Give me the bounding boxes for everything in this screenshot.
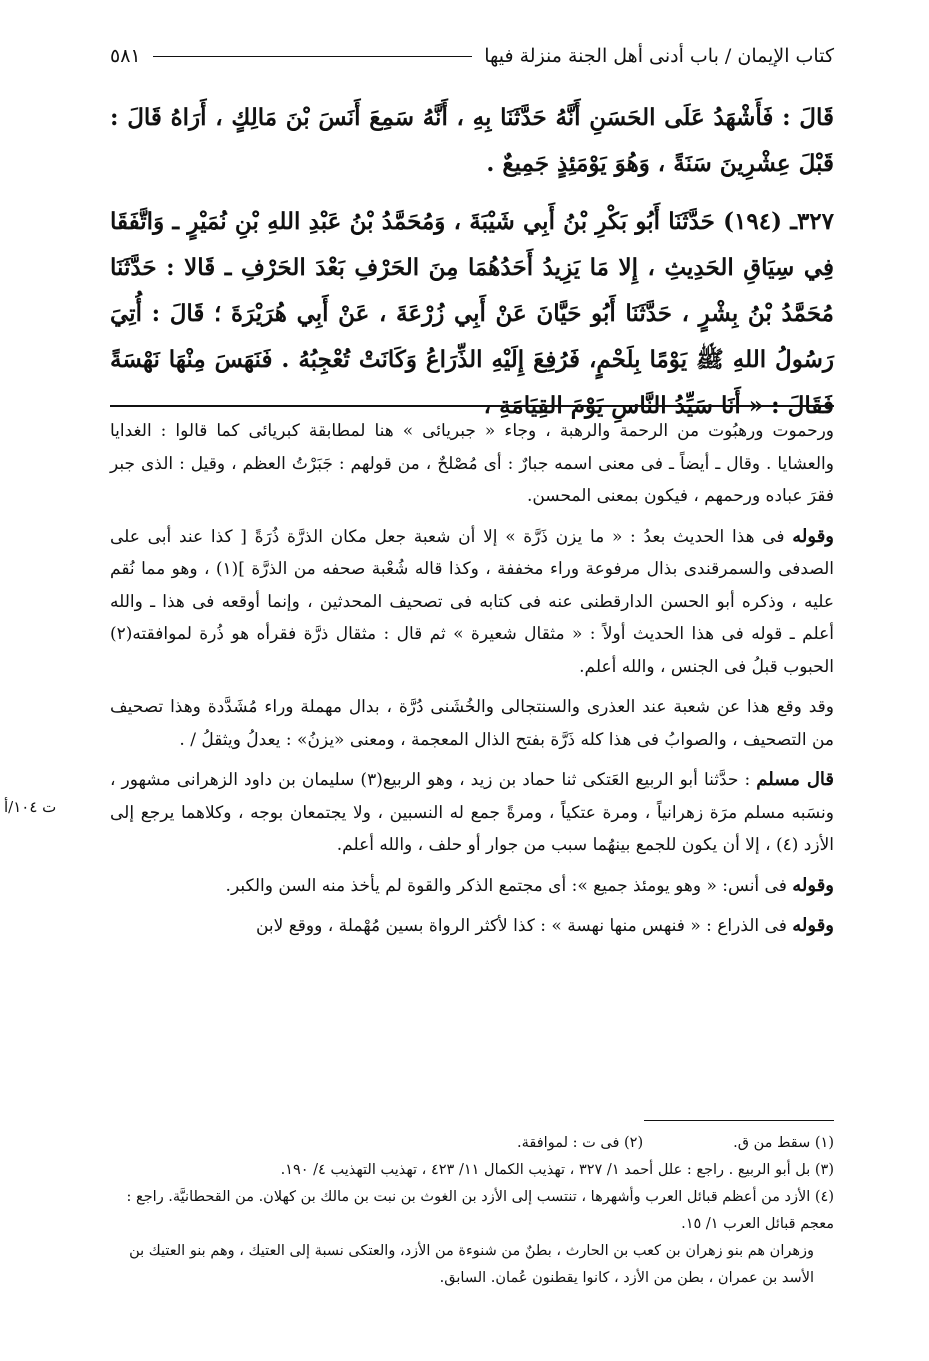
hadith-paragraph-2: ٣٢٧ـ (١٩٤) حَدَّثَنَا أَبُو بَكْرِ بْنُ أَبِي شَيْبَةَ ، وَمُحَمَّدُ بْنُ عَبْدِ اللهِ بْنِ نُمَيْرٍ ـ وَاتَّفَقَا فِي سِيَاقِ الحَدِيثِ ، إِلا مَا يَزِيدُ أَحَدُهُمَا مِنَ الحَرْفِ بَعْدَ الحَرْفِ ـ قَالا : حَدَّثَنَا مُحَمَّدُ بْنُ بِشْرٍ ، حَدَّثَنَا أَبُو حَيَّانَ عَنْ أَبِي زُرْعَةَ ، عَنْ أَبِي هُرَيْرَةَ ؛ قَالَ : أُتِيَ رَسُولُ اللهِ ﷺ يَوْمًا بِلَحْمٍ، فَرُفِعَ إِلَيْهِ الذِّرَاعُ وَكَانَتْ تُعْجِبُهُ . فَنَهَسَ مِنْهَا نَهْسَةً فَقَالَ : « أَنَا سَيِّدُ النَّاسِ يَوْمَ القِيَامَةِ ، bbox=[110, 208, 834, 419]
commentary-lead-6: وقوله bbox=[792, 915, 834, 936]
header-rule bbox=[153, 56, 473, 57]
footnote-2: (٢) فى ت : لموافقة. bbox=[517, 1135, 644, 1151]
manuscript-margin-note: ت ١٠٤/أ bbox=[4, 798, 57, 816]
hadith-text bbox=[110, 95, 834, 441]
running-title: كتاب الإيمان / باب أدنى أهل الجنة منزلة فيها bbox=[484, 45, 834, 67]
text-commentary-divider bbox=[110, 405, 834, 407]
commentary-paragraph-2 bbox=[110, 521, 834, 684]
page-header bbox=[110, 40, 834, 72]
commentary-paragraph-3 bbox=[110, 691, 834, 756]
commentary-paragraph-1 bbox=[110, 415, 834, 513]
page-number: ٥٨١ bbox=[110, 45, 141, 67]
commentary-text bbox=[110, 415, 834, 951]
hadith-paragraph-1: قَالَ : فَأَشْهَدُ عَلَى الحَسَنِ أَنَّهُ حَدَّثَنَا بِهِ ، أَنَّهُ سَمِعَ أَنَسَ بْنَ مَالِكٍ ، أَرَاهُ قَالَ : قَبْلَ عِشْرِينَ سَنَةً ، وَهُوَ يَوْمَئِذٍ جَمِيعٌ . bbox=[110, 104, 834, 177]
footnote-row-1-2 bbox=[110, 1130, 834, 1157]
commentary-text-2: فى هذا الحديث بعدُ : « ما يزن ذَرَّة » إلا أن شعبة جعل مكان الذرَّة ذُرَةً [ كذا عند أبى على الصدفى والسمرقندى بذال مرفوعة وراء مخففة ، وكذا قاله شُعْبة صحفه من الذرَّة ](١) ، وهو مما نُقم عليه ، وذكره أبو الحسن الدارقطنى عنه فى كتابه فى تصحيف المحدثين ، وإنما أوقعه فى هذا ـ والله أعلم ـ قوله فى هذا الحديث أولاً : « مثقال شعيرة » ثم قال : مثقال ذرَّة فقرأه هو ذُرة لموافقته(٢) الحبوب قبلُ فى الجنس ، والله أعلم. bbox=[110, 526, 834, 677]
commentary-text-4: : حدَّثنا أبو الربيع العَتكى ثنا حماد بن زيد ، وهو الربيع(٣) سليمان بن داود الزهرانى مشهور ، ونسَبه مسلم مرَة زهرانياً ، ومرة عتكياً ، ومرةً جمع له النسبين ، ولا يجتمعان بوجه ، وكلاهما يرجع إلى الأزد (٤) ، إلا أن يكون للجمع بينهُما سبب من جوار أو حلف ، والله أعلم. bbox=[110, 770, 834, 855]
commentary-paragraph-6 bbox=[110, 910, 834, 943]
footnote-1: (١) سقط من ق. bbox=[733, 1135, 834, 1151]
commentary-text-3: وقد وقع هذا عن شعبة عند العذرى والسنتجالى والخُشَنى دُرَّة ، بدال مهملة وراء مُشَدَّدة وهذا تصحيف من التصحيف ، والصوابُ فى هذا كله ذَرَّة بفتح الذال المعجمة ، ومعنى «يزنُ» : يعدلُ ويثقلُ / . bbox=[110, 697, 834, 750]
commentary-lead-4: قال مسلم bbox=[756, 769, 834, 790]
commentary-lead-2: وقوله bbox=[792, 525, 834, 547]
footnote-4-continuation: وزهران هم بنو زهران بن كعب بن الحارث ، بطنٌ من شنوءة من الأزد، والعتكى نسبة إلى العتيك ، وهم بنو العتيك بن الأسد بن عمران ، بطن من الأزد ، كانوا يقطنون عُمان. السابق. bbox=[129, 1243, 814, 1286]
commentary-text-5: فى أنس: « وهو يومئذ جميع »: أى مجتمع الذكر والقوة لم يأخذ منه السن والكبر. bbox=[225, 875, 787, 896]
footnote-4: (٤) الأزد من أعظم قبائل العرب وأشهرها ، تنتسب إلى الأزد بن الغوث بن نبت بن مالك بن كهلان. من القحطانيَّة. راجع : معجم قبائل العرب ١/ ١٥. bbox=[126, 1189, 834, 1232]
commentary-paragraph-4 bbox=[110, 764, 834, 862]
commentary-lead-5: وقوله bbox=[792, 874, 834, 896]
commentary-text-1: ورحموت ورهبُوت من الرحمة والرهبة ، وجاء « جبريائى » هنا لمطابقة كبريائى كما قالوا : الغدايا والعشايا . وقال ـ أيضاً ـ فى معنى اسمه جبارٌ : أى مُصْلحٌ ، من قولهم : جَبَرْتُ العظم ، وقيل : الذى جبر فقرَ عباده ورحمهم ، فيكون بمعنى المحسن. bbox=[110, 421, 834, 506]
footnote-3: (٣) بل أبو الربيع . راجع : علل أحمد ١/ ٣٢٧ ، تهذيب الكمال ١١/ ٤٢٣ ، تهذيب التهذيب ٤/ ١٩٠. bbox=[280, 1162, 834, 1178]
footnotes bbox=[110, 1130, 834, 1292]
footnote-divider bbox=[644, 1120, 834, 1121]
commentary-paragraph-5 bbox=[110, 870, 834, 903]
commentary-text-6: فى الذراع : « فنهس منها نهسة » : كذا لأكثر الرواة بسين مُهْملة ، ووقع لابن bbox=[255, 916, 787, 936]
